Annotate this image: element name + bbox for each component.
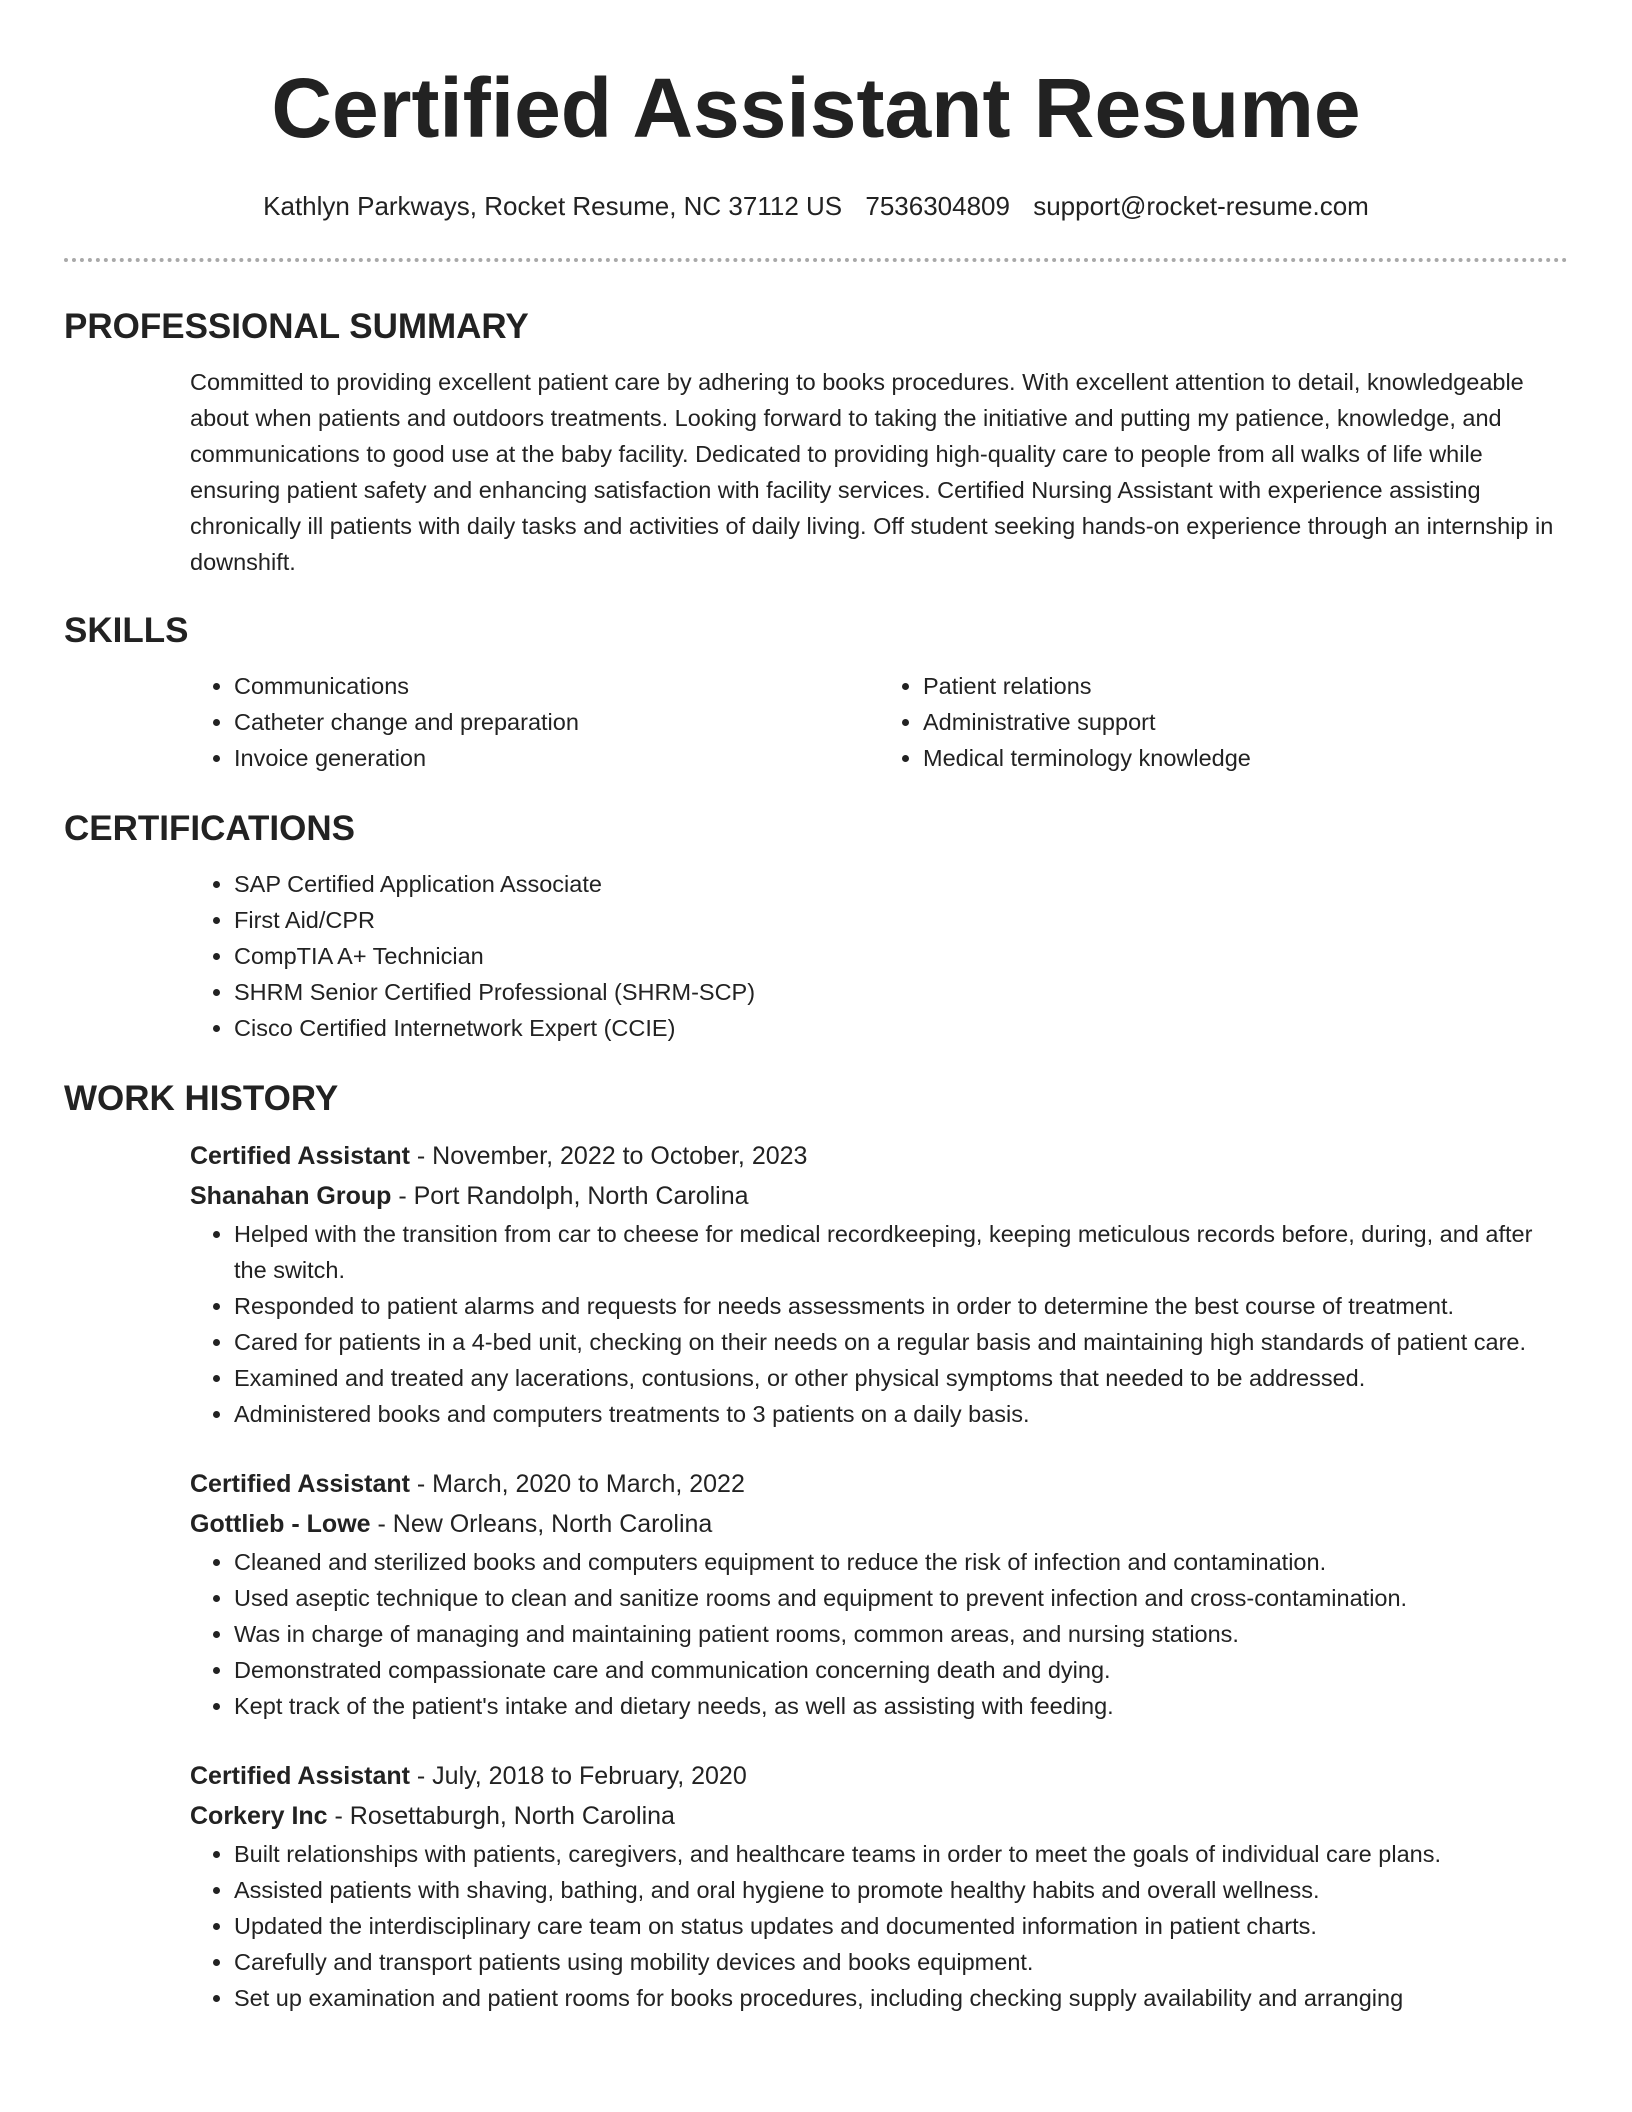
certification-item: • Cisco Certified Internetwork Expert (CCIE) [234, 1010, 1568, 1046]
job-dates: - March, 2020 to March, 2022 [409, 1470, 745, 1498]
certifications-section [190, 866, 1568, 1046]
job-company: Gottlieb - Lowe [190, 1510, 371, 1538]
job-duty: • Cleaned and sterilized books and computers equipment to reduce the risk of infection and contamination. [234, 1544, 1568, 1580]
summary-heading: PROFESSIONAL SUMMARY [64, 307, 529, 346]
job-duty: • Set up examination and patient rooms for books procedures, including checking supply availability and arranging [234, 1980, 1568, 2016]
skill-item: • Invoice generation [234, 740, 879, 776]
header-divider [64, 258, 1568, 262]
contact-phone: 7536304809 [865, 191, 1010, 221]
job-title: Certified Assistant [190, 1142, 410, 1170]
job-duty: • Built relationships with patients, caregivers, and healthcare teams in order to meet the goals of individual care plans. [234, 1836, 1568, 1872]
skill-item: • Communications [234, 668, 879, 704]
certifications-list [190, 866, 1568, 1046]
job-duty: • Responded to patient alarms and requests for needs assessments in order to determine the best course of treatment. [234, 1288, 1568, 1324]
skill-item: • Administrative support [923, 704, 1568, 740]
job-company: Corkery Inc [190, 1802, 328, 1830]
job-duties-list [190, 1216, 1568, 1432]
contact-email: support@rocket-resume.com [1033, 191, 1369, 221]
job-title-line [190, 1756, 1568, 1796]
resume-page [64, 0, 1568, 2016]
job-duty: • Kept track of the patient's intake and dietary needs, as well as assisting with feeding. [234, 1688, 1568, 1724]
contact-address: Kathlyn Parkways, Rocket Resume, NC 37112 US [263, 191, 843, 221]
job-duties-list [190, 1544, 1568, 1724]
skill-item: • Patient relations [923, 668, 1568, 704]
job-company-line [190, 1504, 1568, 1544]
skills-heading: SKILLS [64, 611, 189, 650]
job-duty: • Updated the interdisciplinary care team on status updates and documented information in patient charts. [234, 1908, 1568, 1944]
summary-section [190, 364, 1568, 580]
job-duty: • Assisted patients with shaving, bathing, and oral hygiene to promote healthy habits and overall wellness. [234, 1872, 1568, 1908]
skill-item: • Catheter change and preparation [234, 704, 879, 740]
resume-title: Certified Assistant Resume [271, 61, 1361, 155]
job-dates: - July, 2018 to February, 2020 [409, 1762, 747, 1790]
certification-item: • CompTIA A+ Technician [234, 938, 1568, 974]
job-entry [190, 1136, 1568, 1432]
summary-text: Committed to providing excellent patient care by adhering to books procedures. With excellent attention to detail, knowledgeable about when patients and outdoors treatments. Looking forward to taking the initiative and putting my patience, knowledge, and communications to good use at the baby facility. Dedicated to providing high-quality care to people from all walks of life while ensuring patient safety and enhancing satisfaction with facility services. Certified Nursing Assistant with experience assisting chronically ill patients with daily tasks and activities of daily living. Off student seeking hands-on experience through an internship in downshift. [190, 369, 1554, 575]
skills-list-left [190, 668, 879, 776]
certifications-heading: CERTIFICATIONS [64, 809, 356, 848]
skills-section [190, 668, 1568, 776]
job-company-line [190, 1176, 1568, 1216]
job-duties-list [190, 1836, 1568, 2016]
job-duty: • Helped with the transition from car to cheese for medical recordkeeping, keeping meticulous records before, during, and after the switch. [234, 1216, 1568, 1288]
job-entry [190, 1464, 1568, 1724]
job-title: Certified Assistant [190, 1470, 410, 1498]
job-dates: - November, 2022 to October, 2023 [409, 1142, 808, 1170]
certification-item: • SAP Certified Application Associate [234, 866, 1568, 902]
job-duty: • Demonstrated compassionate care and communication concerning death and dying. [234, 1652, 1568, 1688]
work-history-heading: WORK HISTORY [64, 1079, 339, 1118]
skill-item: • Medical terminology knowledge [923, 740, 1568, 776]
skills-list-right [879, 668, 1568, 776]
job-duty: • Was in charge of managing and maintaining patient rooms, common areas, and nursing stations. [234, 1616, 1568, 1652]
job-entry [190, 1756, 1568, 2016]
job-company: Shanahan Group [190, 1182, 392, 1210]
contact-line [64, 188, 1568, 224]
certification-item: • First Aid/CPR [234, 902, 1568, 938]
job-duty: • Used aseptic technique to clean and sanitize rooms and equipment to prevent infection and cross-contamination. [234, 1580, 1568, 1616]
job-duty: • Administered books and computers treatments to 3 patients on a daily basis. [234, 1396, 1568, 1432]
job-title-line [190, 1464, 1568, 1504]
job-location: - New Orleans, North Carolina [370, 1510, 713, 1538]
job-duty: • Examined and treated any lacerations, contusions, or other physical symptoms that needed to be addressed. [234, 1360, 1568, 1396]
job-location: - Rosettaburgh, North Carolina [327, 1802, 675, 1830]
job-title-line [190, 1136, 1568, 1176]
job-duty: • Cared for patients in a 4-bed unit, checking on their needs on a regular basis and maintaining high standards of patient care. [234, 1324, 1568, 1360]
job-location: - Port Randolph, North Carolina [391, 1182, 749, 1210]
certification-item: • SHRM Senior Certified Professional (SHRM-SCP) [234, 974, 1568, 1010]
job-duty: • Carefully and transport patients using mobility devices and books equipment. [234, 1944, 1568, 1980]
job-company-line [190, 1796, 1568, 1836]
job-title: Certified Assistant [190, 1762, 410, 1790]
